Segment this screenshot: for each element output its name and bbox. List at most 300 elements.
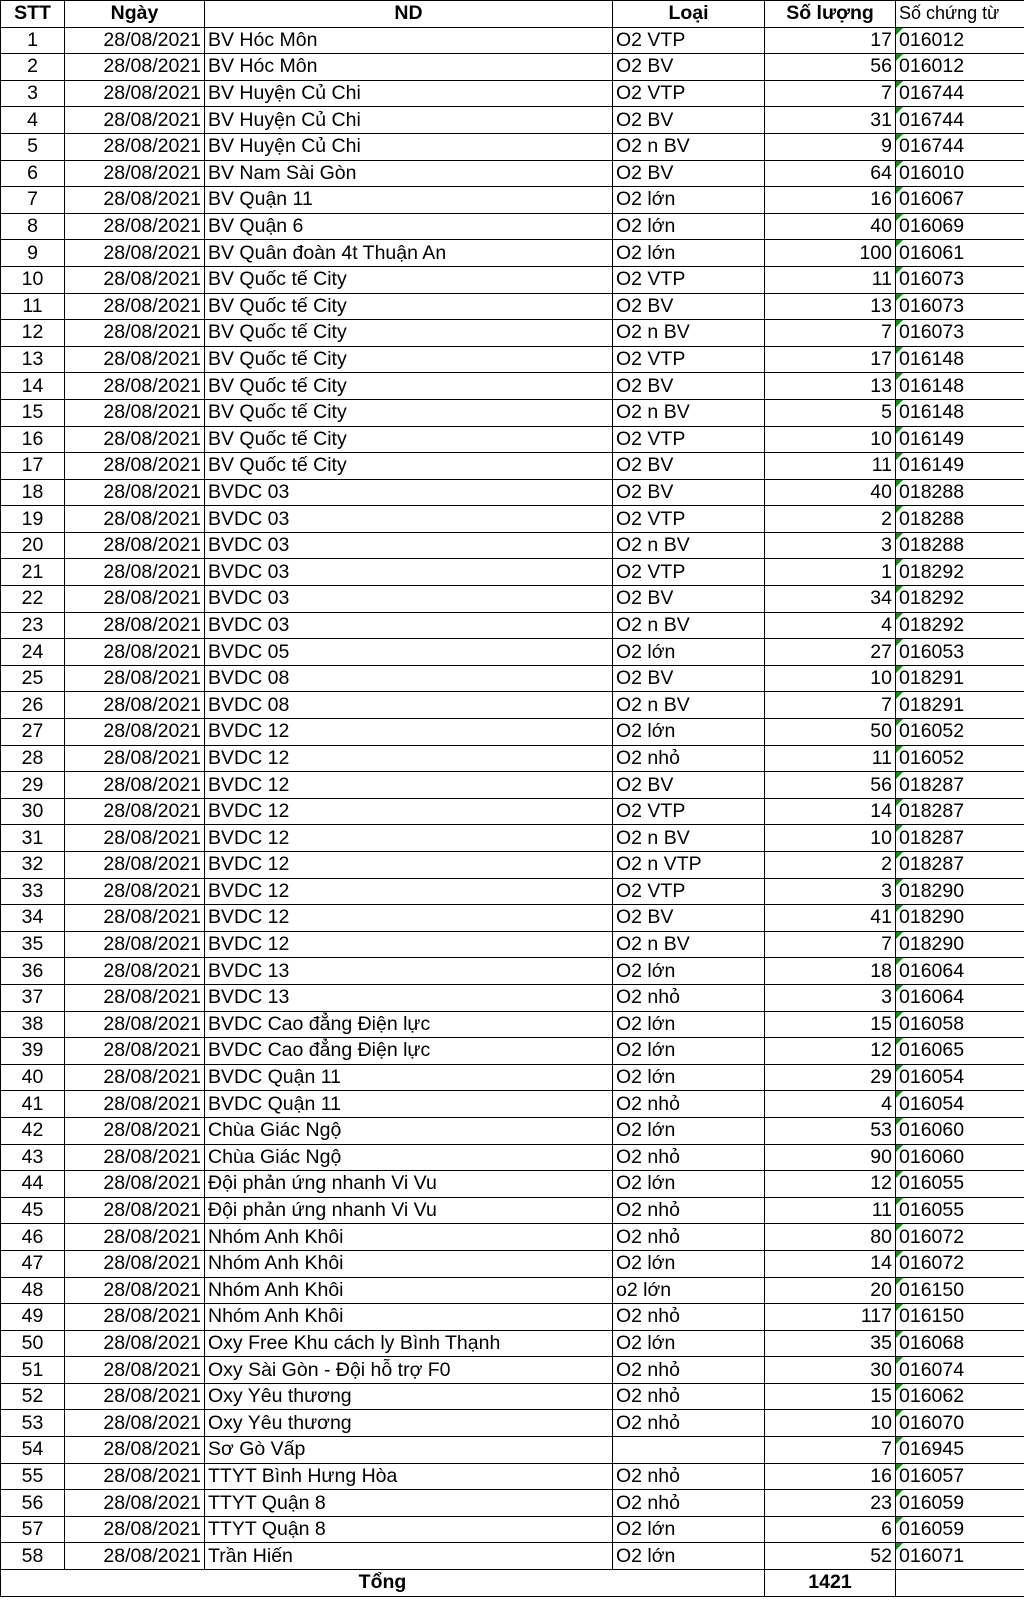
cell-type[interactable]: O2 BV <box>613 293 765 320</box>
cell-nd[interactable]: BVDC 12 <box>205 852 613 879</box>
cell-nd[interactable]: BV Huyện Củ Chi <box>205 133 613 160</box>
cell-stt[interactable]: 35 <box>1 931 65 958</box>
cell-type[interactable]: O2 nhỏ <box>613 1144 765 1171</box>
cell-date[interactable]: 28/08/2021 <box>65 931 205 958</box>
cell-date[interactable]: 28/08/2021 <box>65 133 205 160</box>
cell-type[interactable]: O2 BV <box>613 665 765 692</box>
cell-type[interactable]: O2 VTP <box>613 878 765 905</box>
cell-doc[interactable]: 016060 <box>896 1117 1024 1144</box>
cell-stt[interactable]: 39 <box>1 1038 65 1065</box>
cell-stt[interactable]: 17 <box>1 453 65 480</box>
cell-type[interactable]: O2 VTP <box>613 346 765 373</box>
cell-nd[interactable]: BVDC 08 <box>205 665 613 692</box>
cell-date[interactable]: 28/08/2021 <box>65 187 205 214</box>
cell-nd[interactable]: BVDC 13 <box>205 958 613 985</box>
cell-doc[interactable]: 018292 <box>896 586 1024 613</box>
cell-doc[interactable]: 016064 <box>896 984 1024 1011</box>
cell-stt[interactable]: 28 <box>1 745 65 772</box>
cell-date[interactable]: 28/08/2021 <box>65 1250 205 1277</box>
cell-qty[interactable]: 10 <box>765 426 896 453</box>
cell-qty[interactable]: 15 <box>765 1383 896 1410</box>
cell-qty[interactable]: 90 <box>765 1144 896 1171</box>
cell-date[interactable]: 28/08/2021 <box>65 107 205 134</box>
cell-qty[interactable]: 40 <box>765 479 896 506</box>
cell-doc[interactable]: 016059 <box>896 1516 1024 1543</box>
cell-doc[interactable]: 016150 <box>896 1304 1024 1331</box>
cell-type[interactable]: O2 lớn <box>613 1117 765 1144</box>
cell-doc[interactable]: 016065 <box>896 1038 1024 1065</box>
cell-type[interactable]: O2 n BV <box>613 133 765 160</box>
cell-qty[interactable]: 13 <box>765 293 896 320</box>
cell-type[interactable]: O2 BV <box>613 54 765 81</box>
cell-type[interactable]: O2 n BV <box>613 532 765 559</box>
cell-doc[interactable]: 016744 <box>896 133 1024 160</box>
cell-qty[interactable]: 64 <box>765 160 896 187</box>
cell-qty[interactable]: 52 <box>765 1543 896 1570</box>
cell-qty[interactable]: 100 <box>765 240 896 267</box>
cell-nd[interactable]: BVDC 03 <box>205 506 613 533</box>
cell-doc[interactable]: 016072 <box>896 1250 1024 1277</box>
header-nd[interactable]: ND <box>205 1 613 28</box>
cell-stt[interactable]: 46 <box>1 1224 65 1251</box>
cell-date[interactable]: 28/08/2021 <box>65 878 205 905</box>
cell-nd[interactable]: BVDC 12 <box>205 745 613 772</box>
cell-stt[interactable]: 25 <box>1 665 65 692</box>
cell-date[interactable]: 28/08/2021 <box>65 1064 205 1091</box>
cell-date[interactable]: 28/08/2021 <box>65 1304 205 1331</box>
cell-date[interactable]: 28/08/2021 <box>65 54 205 81</box>
header-qty[interactable]: Số lượng <box>765 1 896 28</box>
cell-doc[interactable]: 016074 <box>896 1357 1024 1384</box>
cell-nd[interactable]: BVDC 05 <box>205 639 613 666</box>
cell-qty[interactable]: 9 <box>765 133 896 160</box>
cell-qty[interactable]: 23 <box>765 1490 896 1517</box>
cell-stt[interactable]: 56 <box>1 1490 65 1517</box>
cell-date[interactable]: 28/08/2021 <box>65 798 205 825</box>
cell-type[interactable]: O2 n VTP <box>613 852 765 879</box>
cell-nd[interactable]: BV Huyện Củ Chi <box>205 80 613 107</box>
cell-qty[interactable]: 17 <box>765 346 896 373</box>
cell-stt[interactable]: 4 <box>1 107 65 134</box>
cell-stt[interactable]: 58 <box>1 1543 65 1570</box>
cell-doc[interactable]: 016073 <box>896 320 1024 347</box>
cell-type[interactable]: O2 lớn <box>613 1011 765 1038</box>
cell-doc[interactable]: 016062 <box>896 1383 1024 1410</box>
cell-type[interactable]: O2 nhỏ <box>613 745 765 772</box>
cell-nd[interactable]: Nhóm Anh Khôi <box>205 1277 613 1304</box>
cell-doc[interactable]: 016149 <box>896 453 1024 480</box>
cell-type[interactable]: O2 lớn <box>613 719 765 746</box>
cell-nd[interactable]: Đội phản ứng nhanh Vi Vu <box>205 1171 613 1198</box>
cell-nd[interactable]: BVDC 03 <box>205 559 613 586</box>
cell-nd[interactable]: BVDC 03 <box>205 532 613 559</box>
cell-qty[interactable]: 56 <box>765 54 896 81</box>
cell-type[interactable]: O2 lớn <box>613 1516 765 1543</box>
cell-stt[interactable]: 42 <box>1 1117 65 1144</box>
cell-type[interactable]: O2 nhỏ <box>613 1197 765 1224</box>
cell-qty[interactable]: 16 <box>765 1463 896 1490</box>
cell-date[interactable]: 28/08/2021 <box>65 320 205 347</box>
cell-date[interactable]: 28/08/2021 <box>65 586 205 613</box>
cell-qty[interactable]: 7 <box>765 80 896 107</box>
cell-date[interactable]: 28/08/2021 <box>65 266 205 293</box>
cell-doc[interactable]: 016068 <box>896 1330 1024 1357</box>
header-stt[interactable]: STT <box>1 1 65 28</box>
cell-nd[interactable]: BV Quốc tế City <box>205 426 613 453</box>
cell-doc[interactable]: 018292 <box>896 559 1024 586</box>
cell-stt[interactable]: 13 <box>1 346 65 373</box>
cell-nd[interactable]: BV Huyện Củ Chi <box>205 107 613 134</box>
cell-date[interactable]: 28/08/2021 <box>65 958 205 985</box>
header-type[interactable]: Loại <box>613 1 765 28</box>
cell-date[interactable]: 28/08/2021 <box>65 559 205 586</box>
cell-nd[interactable]: BV Quốc tế City <box>205 320 613 347</box>
cell-type[interactable]: O2 VTP <box>613 798 765 825</box>
cell-doc[interactable]: 016052 <box>896 719 1024 746</box>
cell-type[interactable] <box>613 1437 765 1464</box>
cell-date[interactable]: 28/08/2021 <box>65 453 205 480</box>
cell-date[interactable]: 28/08/2021 <box>65 1330 205 1357</box>
cell-date[interactable]: 28/08/2021 <box>65 426 205 453</box>
cell-doc[interactable]: 018287 <box>896 825 1024 852</box>
cell-stt[interactable]: 1 <box>1 27 65 54</box>
cell-doc[interactable]: 016012 <box>896 27 1024 54</box>
cell-qty[interactable]: 13 <box>765 373 896 400</box>
cell-doc[interactable]: 018290 <box>896 878 1024 905</box>
cell-doc[interactable]: 016052 <box>896 745 1024 772</box>
cell-qty[interactable]: 50 <box>765 719 896 746</box>
cell-date[interactable]: 28/08/2021 <box>65 1011 205 1038</box>
cell-type[interactable]: O2 lớn <box>613 1250 765 1277</box>
cell-type[interactable]: O2 n BV <box>613 931 765 958</box>
cell-nd[interactable]: BV Quốc tế City <box>205 266 613 293</box>
cell-date[interactable]: 28/08/2021 <box>65 1091 205 1118</box>
cell-stt[interactable]: 7 <box>1 187 65 214</box>
cell-qty[interactable]: 4 <box>765 1091 896 1118</box>
cell-doc[interactable]: 018290 <box>896 931 1024 958</box>
cell-qty[interactable]: 35 <box>765 1330 896 1357</box>
cell-stt[interactable]: 22 <box>1 586 65 613</box>
cell-date[interactable]: 28/08/2021 <box>65 1144 205 1171</box>
cell-qty[interactable]: 16 <box>765 187 896 214</box>
cell-date[interactable]: 28/08/2021 <box>65 1383 205 1410</box>
cell-qty[interactable]: 4 <box>765 612 896 639</box>
cell-date[interactable]: 28/08/2021 <box>65 80 205 107</box>
cell-stt[interactable]: 45 <box>1 1197 65 1224</box>
cell-stt[interactable]: 43 <box>1 1144 65 1171</box>
cell-qty[interactable]: 2 <box>765 852 896 879</box>
cell-doc[interactable]: 016053 <box>896 639 1024 666</box>
cell-type[interactable]: O2 lớn <box>613 639 765 666</box>
cell-date[interactable]: 28/08/2021 <box>65 1543 205 1570</box>
cell-doc[interactable]: 016069 <box>896 213 1024 240</box>
cell-qty[interactable]: 30 <box>765 1357 896 1384</box>
total-doc-cell[interactable] <box>896 1570 1024 1597</box>
cell-nd[interactable]: Oxy Yêu thương <box>205 1410 613 1437</box>
cell-stt[interactable]: 36 <box>1 958 65 985</box>
cell-nd[interactable]: BV Quận 11 <box>205 187 613 214</box>
cell-stt[interactable]: 51 <box>1 1357 65 1384</box>
cell-qty[interactable]: 10 <box>765 1410 896 1437</box>
cell-doc[interactable]: 018290 <box>896 905 1024 932</box>
cell-type[interactable]: O2 VTP <box>613 266 765 293</box>
cell-stt[interactable]: 3 <box>1 80 65 107</box>
cell-date[interactable]: 28/08/2021 <box>65 1277 205 1304</box>
cell-doc[interactable]: 016010 <box>896 160 1024 187</box>
cell-qty[interactable]: 11 <box>765 1197 896 1224</box>
cell-stt[interactable]: 47 <box>1 1250 65 1277</box>
cell-qty[interactable]: 10 <box>765 825 896 852</box>
cell-qty[interactable]: 41 <box>765 905 896 932</box>
cell-stt[interactable]: 32 <box>1 852 65 879</box>
cell-stt[interactable]: 24 <box>1 639 65 666</box>
cell-doc[interactable]: 016071 <box>896 1543 1024 1570</box>
cell-qty[interactable]: 12 <box>765 1171 896 1198</box>
cell-nd[interactable]: BVDC Quận 11 <box>205 1091 613 1118</box>
cell-qty[interactable]: 6 <box>765 1516 896 1543</box>
cell-type[interactable]: O2 lớn <box>613 1038 765 1065</box>
cell-nd[interactable]: BVDC 12 <box>205 931 613 958</box>
cell-doc[interactable]: 016149 <box>896 426 1024 453</box>
cell-stt[interactable]: 49 <box>1 1304 65 1331</box>
cell-nd[interactable]: BVDC 12 <box>205 772 613 799</box>
cell-qty[interactable]: 27 <box>765 639 896 666</box>
cell-type[interactable]: O2 n BV <box>613 399 765 426</box>
cell-type[interactable]: O2 lớn <box>613 187 765 214</box>
header-doc[interactable]: Số chứng từ <box>896 1 1024 28</box>
cell-date[interactable]: 28/08/2021 <box>65 825 205 852</box>
cell-type[interactable]: O2 nhỏ <box>613 1383 765 1410</box>
total-label[interactable]: Tổng <box>1 1570 765 1597</box>
cell-type[interactable]: O2 VTP <box>613 506 765 533</box>
cell-stt[interactable]: 19 <box>1 506 65 533</box>
cell-doc[interactable]: 016064 <box>896 958 1024 985</box>
cell-nd[interactable]: BV Quốc tế City <box>205 399 613 426</box>
cell-stt[interactable]: 20 <box>1 532 65 559</box>
cell-date[interactable]: 28/08/2021 <box>65 1516 205 1543</box>
cell-doc[interactable]: 016060 <box>896 1144 1024 1171</box>
cell-nd[interactable]: BV Hóc Môn <box>205 54 613 81</box>
cell-doc[interactable]: 016054 <box>896 1091 1024 1118</box>
cell-qty[interactable]: 5 <box>765 399 896 426</box>
cell-stt[interactable]: 12 <box>1 320 65 347</box>
cell-stt[interactable]: 21 <box>1 559 65 586</box>
cell-type[interactable]: O2 BV <box>613 453 765 480</box>
cell-doc[interactable]: 016073 <box>896 293 1024 320</box>
cell-type[interactable]: O2 n BV <box>613 320 765 347</box>
cell-stt[interactable]: 40 <box>1 1064 65 1091</box>
cell-stt[interactable]: 30 <box>1 798 65 825</box>
cell-stt[interactable]: 23 <box>1 612 65 639</box>
cell-type[interactable]: O2 nhỏ <box>613 1357 765 1384</box>
cell-type[interactable]: O2 lớn <box>613 1064 765 1091</box>
cell-qty[interactable]: 17 <box>765 27 896 54</box>
cell-nd[interactable]: BV Quân đoàn 4t Thuận An <box>205 240 613 267</box>
cell-type[interactable]: O2 BV <box>613 160 765 187</box>
cell-nd[interactable]: BV Quốc tế City <box>205 373 613 400</box>
cell-nd[interactable]: BV Nam Sài Gòn <box>205 160 613 187</box>
cell-stt[interactable]: 10 <box>1 266 65 293</box>
cell-stt[interactable]: 15 <box>1 399 65 426</box>
cell-stt[interactable]: 53 <box>1 1410 65 1437</box>
cell-nd[interactable]: BVDC 03 <box>205 612 613 639</box>
cell-qty[interactable]: 15 <box>765 1011 896 1038</box>
cell-nd[interactable]: BVDC 08 <box>205 692 613 719</box>
cell-date[interactable]: 28/08/2021 <box>65 1117 205 1144</box>
cell-doc[interactable]: 016945 <box>896 1437 1024 1464</box>
cell-doc[interactable]: 016055 <box>896 1197 1024 1224</box>
cell-type[interactable]: O2 lớn <box>613 1171 765 1198</box>
cell-type[interactable]: o2 lớn <box>613 1277 765 1304</box>
cell-type[interactable]: O2 VTP <box>613 559 765 586</box>
cell-qty[interactable]: 12 <box>765 1038 896 1065</box>
cell-date[interactable]: 28/08/2021 <box>65 984 205 1011</box>
cell-stt[interactable]: 54 <box>1 1437 65 1464</box>
cell-qty[interactable]: 3 <box>765 984 896 1011</box>
cell-date[interactable]: 28/08/2021 <box>65 745 205 772</box>
cell-doc[interactable]: 016012 <box>896 54 1024 81</box>
cell-stt[interactable]: 55 <box>1 1463 65 1490</box>
cell-qty[interactable]: 40 <box>765 213 896 240</box>
cell-nd[interactable]: BVDC 13 <box>205 984 613 1011</box>
cell-qty[interactable]: 3 <box>765 532 896 559</box>
cell-type[interactable]: O2 nhỏ <box>613 1091 765 1118</box>
cell-nd[interactable]: Đội phản ứng nhanh Vi Vu <box>205 1197 613 1224</box>
cell-qty[interactable]: 10 <box>765 665 896 692</box>
cell-stt[interactable]: 18 <box>1 479 65 506</box>
cell-type[interactable]: O2 lớn <box>613 213 765 240</box>
header-date[interactable]: Ngày <box>65 1 205 28</box>
cell-date[interactable]: 28/08/2021 <box>65 532 205 559</box>
cell-date[interactable]: 28/08/2021 <box>65 27 205 54</box>
cell-date[interactable]: 28/08/2021 <box>65 1038 205 1065</box>
cell-doc[interactable]: 018287 <box>896 852 1024 879</box>
cell-date[interactable]: 28/08/2021 <box>65 506 205 533</box>
cell-doc[interactable]: 018287 <box>896 798 1024 825</box>
cell-nd[interactable]: BVDC 12 <box>205 719 613 746</box>
cell-nd[interactable]: Chùa Giác Ngộ <box>205 1117 613 1144</box>
cell-stt[interactable]: 29 <box>1 772 65 799</box>
cell-doc[interactable]: 016067 <box>896 187 1024 214</box>
cell-date[interactable]: 28/08/2021 <box>65 213 205 240</box>
cell-nd[interactable]: BVDC 12 <box>205 825 613 852</box>
cell-qty[interactable]: 31 <box>765 107 896 134</box>
cell-doc[interactable]: 018291 <box>896 665 1024 692</box>
cell-qty[interactable]: 2 <box>765 506 896 533</box>
cell-qty[interactable]: 7 <box>765 1437 896 1464</box>
cell-type[interactable]: O2 nhỏ <box>613 1304 765 1331</box>
cell-stt[interactable]: 16 <box>1 426 65 453</box>
cell-doc[interactable]: 016059 <box>896 1490 1024 1517</box>
cell-doc[interactable]: 016070 <box>896 1410 1024 1437</box>
cell-doc[interactable]: 018292 <box>896 612 1024 639</box>
cell-type[interactable]: O2 n BV <box>613 825 765 852</box>
cell-doc[interactable]: 016148 <box>896 346 1024 373</box>
cell-date[interactable]: 28/08/2021 <box>65 665 205 692</box>
cell-nd[interactable]: Nhóm Anh Khôi <box>205 1224 613 1251</box>
cell-type[interactable]: O2 BV <box>613 772 765 799</box>
cell-nd[interactable]: BV Quận 6 <box>205 213 613 240</box>
cell-stt[interactable]: 26 <box>1 692 65 719</box>
cell-date[interactable]: 28/08/2021 <box>65 1224 205 1251</box>
cell-nd[interactable]: BV Quốc tế City <box>205 346 613 373</box>
cell-stt[interactable]: 9 <box>1 240 65 267</box>
cell-date[interactable]: 28/08/2021 <box>65 639 205 666</box>
cell-qty[interactable]: 3 <box>765 878 896 905</box>
cell-date[interactable]: 28/08/2021 <box>65 852 205 879</box>
cell-nd[interactable]: BVDC Cao đẳng Điện lực <box>205 1011 613 1038</box>
cell-date[interactable]: 28/08/2021 <box>65 612 205 639</box>
cell-nd[interactable]: BV Quốc tế City <box>205 293 613 320</box>
cell-type[interactable]: O2 n BV <box>613 612 765 639</box>
cell-doc[interactable]: 016744 <box>896 80 1024 107</box>
cell-stt[interactable]: 38 <box>1 1011 65 1038</box>
cell-nd[interactable]: BVDC 12 <box>205 878 613 905</box>
cell-qty[interactable]: 117 <box>765 1304 896 1331</box>
cell-date[interactable]: 28/08/2021 <box>65 1437 205 1464</box>
cell-nd[interactable]: Trần Hiến <box>205 1543 613 1570</box>
cell-doc[interactable]: 016058 <box>896 1011 1024 1038</box>
cell-doc[interactable]: 018291 <box>896 692 1024 719</box>
cell-qty[interactable]: 7 <box>765 931 896 958</box>
cell-nd[interactable]: Nhóm Anh Khôi <box>205 1304 613 1331</box>
cell-stt[interactable]: 57 <box>1 1516 65 1543</box>
cell-qty[interactable]: 11 <box>765 453 896 480</box>
cell-qty[interactable]: 20 <box>765 1277 896 1304</box>
cell-doc[interactable]: 018287 <box>896 772 1024 799</box>
cell-type[interactable]: O2 VTP <box>613 27 765 54</box>
cell-date[interactable]: 28/08/2021 <box>65 346 205 373</box>
cell-type[interactable]: O2 lớn <box>613 1330 765 1357</box>
cell-doc[interactable]: 018288 <box>896 479 1024 506</box>
cell-stt[interactable]: 37 <box>1 984 65 1011</box>
cell-date[interactable]: 28/08/2021 <box>65 1463 205 1490</box>
cell-doc[interactable]: 018288 <box>896 532 1024 559</box>
cell-type[interactable]: O2 lớn <box>613 240 765 267</box>
cell-doc[interactable]: 016148 <box>896 373 1024 400</box>
cell-qty[interactable]: 11 <box>765 266 896 293</box>
cell-nd[interactable]: BVDC 12 <box>205 905 613 932</box>
cell-qty[interactable]: 1 <box>765 559 896 586</box>
cell-date[interactable]: 28/08/2021 <box>65 905 205 932</box>
cell-doc[interactable]: 016054 <box>896 1064 1024 1091</box>
cell-doc[interactable]: 016073 <box>896 266 1024 293</box>
cell-date[interactable]: 28/08/2021 <box>65 772 205 799</box>
cell-nd[interactable]: BVDC 03 <box>205 479 613 506</box>
cell-nd[interactable]: Chùa Giác Ngộ <box>205 1144 613 1171</box>
cell-doc[interactable]: 016744 <box>896 107 1024 134</box>
cell-date[interactable]: 28/08/2021 <box>65 240 205 267</box>
cell-doc[interactable]: 016150 <box>896 1277 1024 1304</box>
cell-nd[interactable]: BVDC 03 <box>205 586 613 613</box>
cell-date[interactable]: 28/08/2021 <box>65 160 205 187</box>
cell-type[interactable]: O2 lớn <box>613 1543 765 1570</box>
cell-stt[interactable]: 14 <box>1 373 65 400</box>
cell-date[interactable]: 28/08/2021 <box>65 373 205 400</box>
cell-stt[interactable]: 48 <box>1 1277 65 1304</box>
cell-type[interactable]: O2 VTP <box>613 426 765 453</box>
cell-qty[interactable]: 80 <box>765 1224 896 1251</box>
cell-stt[interactable]: 11 <box>1 293 65 320</box>
cell-stt[interactable]: 5 <box>1 133 65 160</box>
cell-nd[interactable]: BVDC 12 <box>205 798 613 825</box>
cell-doc[interactable]: 016061 <box>896 240 1024 267</box>
cell-date[interactable]: 28/08/2021 <box>65 1171 205 1198</box>
cell-qty[interactable]: 34 <box>765 586 896 613</box>
cell-stt[interactable]: 52 <box>1 1383 65 1410</box>
cell-stt[interactable]: 31 <box>1 825 65 852</box>
cell-stt[interactable]: 50 <box>1 1330 65 1357</box>
